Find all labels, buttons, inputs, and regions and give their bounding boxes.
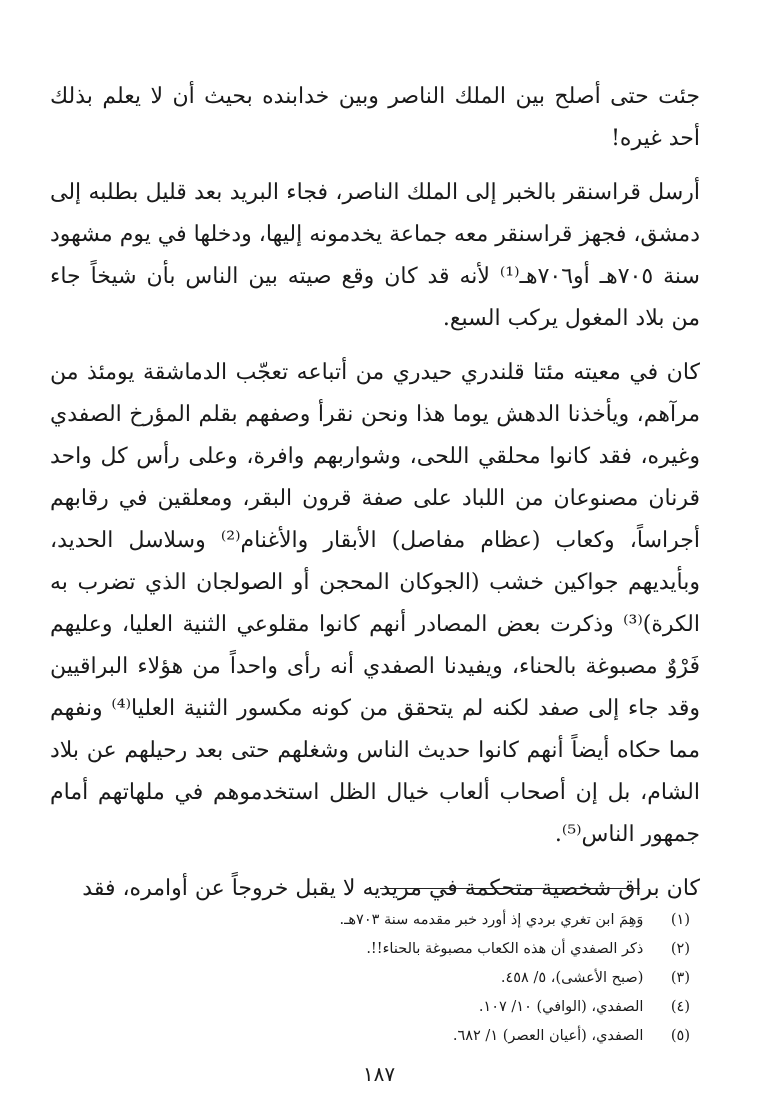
footnote-number: (٤) [670,999,690,1015]
footnote-text: (صبح الأعشى)، ٥/ ٤٥٨. [500,970,644,986]
footnote-number: (٢) [670,941,690,957]
footnote-number: (٥) [670,1028,690,1044]
paragraph-3: كان في معيته مئتا قلندري حيدري من أتباعه تعجّب الدماشقة يومئذ من مرآهم، ويأخذنا الدهش يوما هذا ونحن نقرأ وصفهم بقلم المؤرخ الصفدي وغيره، فقد كانوا محلقي اللحى، وشواربهم وافرة، وعلى رأس كل واحد قرنان مصنوعان من اللباد على صفة قرون البقر، ومعلقين في رقابهم أجراساً، وكعاب (عظام مفاصل) الأبقار والأغنام⁽²⁾ وسلاسل الحديد، وبأيديهم جواكين خشب (الجوكان المحجن أو الصولجان الذي تضرب به الكرة)⁽³⁾ وذكرت بعض المصادر أنهم كانوا مقلوعي الثنية العليا، وعليهم فَرْوٌ مصبوغة بالحناء، ويفيدنا الصفدي أنه رأى واحداً من هؤلاء البراقيين وقد جاء إلى صفد لكنه لم يتحقق من كونه مكسور الثنية العليا⁽⁴⁾ ونفهم مما حكاه أيضاً أنهم كانوا حديث الناس وشغلهم حتى بعد رحيلهم عن بلاد الشام، بل إن أصحاب ألعاب خيال الظل استخدموهم في ملهاتهم أمام جمهور الناس⁽⁵⁾. [50,360,700,847]
footnote-text: ذكر الصفدي أن هذه الكعاب مصبوغة بالحناء!!. [366,941,644,957]
footnote-text: الصفدي، (أعيان العصر) ١/ ٦٨٢. [452,1028,644,1044]
page-number: ١٨٧ [362,1062,396,1086]
footnote-number: (٣) [670,970,690,986]
footnote-4 [190,993,690,1022]
paragraph-4: كان براق شخصية متحكمة في مريديه لا يقبل خروجاً عن أوامره، فقد [82,876,700,901]
footnote-1 [190,906,690,935]
footnotes [190,906,690,1051]
footnote-number: (١) [670,912,690,928]
footnote-text: وَهِمَ ابن تغري بردي إذ أورد خبر مقدمه سنة ٧٠٣هـ. [339,912,644,928]
footnote-text: الصفدي، (الوافي) ١٠/ ١٠٧. [478,999,644,1015]
main-text [50,76,700,922]
footnote-3 [190,964,690,993]
paragraph-1: جئت حتى أصلح بين الملك الناصر وبين خدابنده بحيث أن لا يعلم بذلك أحد غيره! [50,84,700,151]
footnote-5 [190,1022,690,1051]
paragraph-2: أرسل قراسنقر بالخبر إلى الملك الناصر، فجاء البريد بعد قليل بطلبه إلى دمشق، فجهز قراسنقر معه جماعة يخدمونه إليها، ودخلها في يوم مشهود سنة ٧٠٥هـ أو٧٠٦هـ⁽¹⁾ لأنه قد كان وقع صيته بين الناس بأن شيخاً جاء من بلاد المغول يركب السبع. [50,180,700,331]
footnote-2 [190,935,690,964]
footnote-divider [380,888,640,889]
